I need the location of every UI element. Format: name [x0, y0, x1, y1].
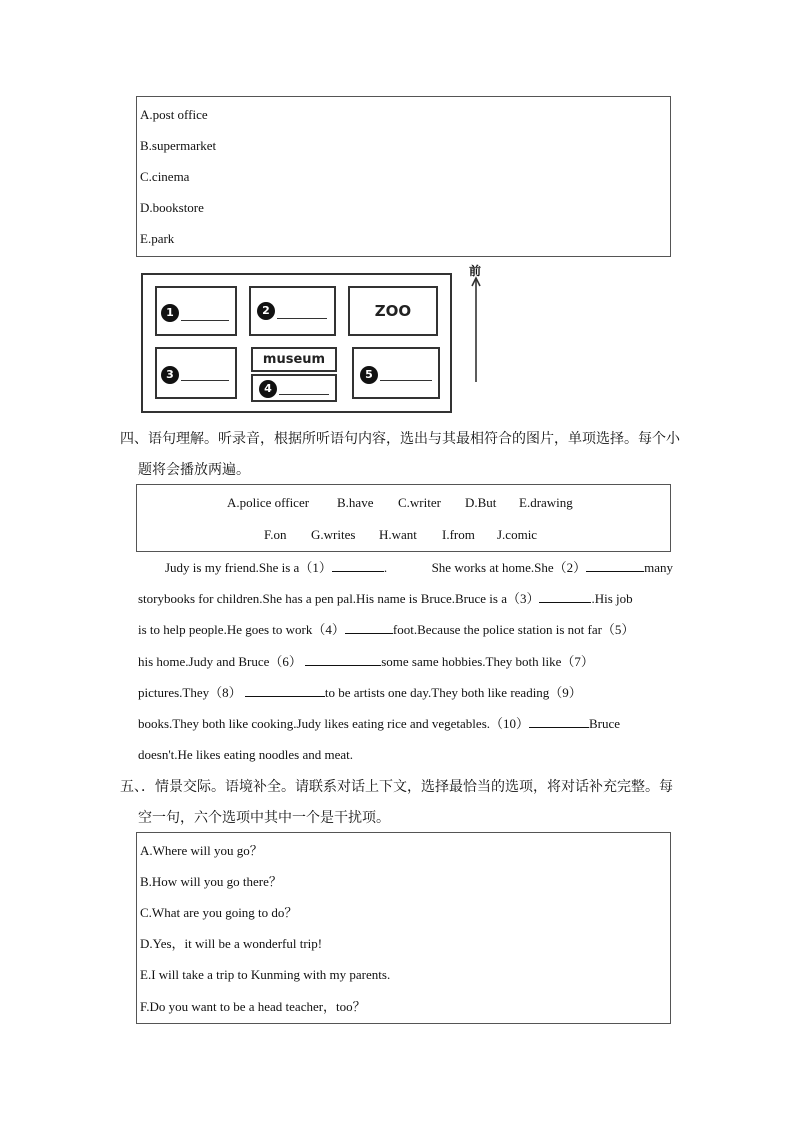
place-option: C.cinema — [140, 169, 190, 184]
dialogue-option: B.How will you go there？ — [140, 874, 282, 889]
passage-line-5 — [138, 685, 673, 701]
place-option: A.post office — [140, 107, 208, 122]
zoo-label: ZOO — [374, 302, 412, 320]
dialogue-options-box — [136, 832, 671, 1024]
blank-line — [277, 318, 327, 319]
museum-label: museum — [262, 352, 326, 367]
passage-line-2 — [138, 591, 673, 607]
answer-blank-1[interactable] — [332, 560, 384, 572]
passage-text: books.They both like cooking.Judy likes eating rice and vegetables.（10） Bruce — [138, 716, 621, 731]
place-option: D.bookstore — [140, 200, 204, 215]
place-option: E.park — [140, 231, 175, 246]
passage-text: Judy is my friend.She is a（1） . — [165, 560, 388, 575]
word-option: F.on — [264, 527, 287, 542]
direction-label: 前 — [469, 264, 482, 278]
section4-heading: 四、语句理解。听录音，根据所听语句内容，选出与其最相符合的图片，单项选择。每个小 — [120, 431, 680, 447]
answer-blank-3[interactable] — [539, 591, 591, 603]
section5-heading: 五、．情景交际。语境补全。请联系对话上下文，选择最恰当的选项，将对话补充完整。每 — [120, 779, 673, 795]
place-option: B.supermarket — [140, 138, 217, 153]
dialogue-option: F.Do you want to be a head teacher，too？ — [140, 999, 366, 1014]
passage-text: She works at home.She（2） many — [431, 560, 673, 575]
word-option: J.comic — [497, 527, 538, 542]
section5-heading-cont: 空一句，六个选项中其中一个是干扰项。 — [138, 810, 390, 826]
dialogue-option: D.Yes，it will be a wonderful trip! — [140, 936, 323, 951]
passage-text: pictures.They（8） to be artists one day.They both like reading（9） — [138, 685, 582, 700]
word-option: C.writer — [398, 495, 441, 510]
passage-line-3 — [138, 622, 673, 638]
dialogue-option: C.What are you going to do？ — [140, 905, 298, 920]
answer-blank-10[interactable] — [529, 716, 589, 728]
answer-blank-8[interactable] — [245, 685, 325, 697]
map-number-3: 3 — [161, 366, 179, 384]
dialogue-option: A.Where will you go？ — [140, 843, 263, 858]
passage-text: is to help people.He goes to work（4） foot.Because the police station is not far（5） — [138, 622, 635, 637]
word-option: I.from — [442, 527, 475, 542]
passage-line-4 — [138, 654, 673, 670]
passage-line-6 — [138, 716, 673, 732]
passage-line-7 — [138, 747, 673, 763]
dialogue-option: E.I will take a trip to Kunming with my parents. — [140, 967, 391, 982]
blank-line — [380, 380, 432, 381]
word-option: D.But — [465, 495, 497, 510]
map-cell-1 — [155, 286, 237, 336]
passage-text: his home.Judy and Bruce（6） some same hobbies.They both like（7） — [138, 654, 594, 669]
word-option: G.writes — [311, 527, 356, 542]
map-number-2: 2 — [257, 302, 275, 320]
north-arrow-icon — [470, 276, 482, 384]
blank-line — [181, 320, 229, 321]
word-option: H.want — [379, 527, 417, 542]
map-number-1: 1 — [161, 304, 179, 322]
blank-line — [181, 380, 229, 381]
map-cell-5 — [352, 347, 440, 399]
passage-line-1 — [138, 560, 673, 576]
answer-blank-6[interactable] — [305, 654, 381, 666]
map-cell-3 — [155, 347, 237, 399]
blank-line — [279, 394, 329, 395]
map-cell-zoo — [348, 286, 438, 336]
section4-heading-cont: 题将会播放两遍。 — [138, 462, 250, 478]
map-cell-4 — [251, 374, 337, 402]
passage-text: doesn't.He likes eating noodles and meat. — [138, 747, 353, 762]
passage-text: storybooks for children.She has a pen pal.His name is Bruce.Bruce is a（3） .His job — [138, 591, 633, 606]
word-option: E.drawing — [519, 495, 573, 510]
word-option: B.have — [337, 495, 374, 510]
map-cell-museum — [251, 347, 337, 372]
map-number-4: 4 — [259, 380, 277, 398]
word-option: A.police officer — [227, 495, 310, 510]
answer-blank-4[interactable] — [345, 622, 393, 634]
answer-blank-2[interactable] — [586, 560, 644, 572]
map-cell-2 — [249, 286, 336, 336]
place-options-box — [136, 96, 671, 257]
map-number-5: 5 — [360, 366, 378, 384]
